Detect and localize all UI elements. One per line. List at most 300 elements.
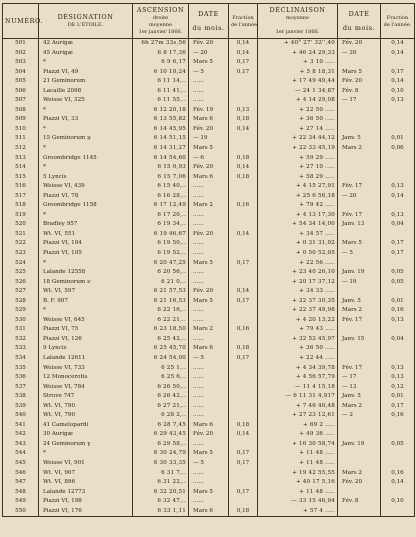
cell-fraction-dec: [381, 115, 415, 125]
cell-date-ra: Mars 5: [189, 450, 229, 460]
cell-fraction-dec: [381, 450, 415, 460]
cell-fraction-dec: 0,17: [381, 239, 415, 249]
cell-designation: *: [39, 163, 133, 173]
table-row: [3, 96, 415, 106]
cell-declination: + 36 50 .....: [258, 115, 338, 125]
cell-designation: Groombridge 1145: [39, 154, 133, 164]
cell-fraction-dec: 0,10: [381, 87, 415, 97]
cell-declination: + 5 8 18,31: [258, 68, 338, 78]
cell-number: 501: [3, 39, 39, 49]
cell-declination: + 49 36 .....: [258, 430, 338, 440]
cell-date-dec: Fév. 17: [338, 182, 381, 192]
cell-declination: + 79 43 .....: [258, 325, 338, 335]
cell-declination: + 58 29 .....: [258, 173, 338, 183]
cell-declination: + 11 48 .....: [258, 450, 338, 460]
cell-number: 536: [3, 373, 39, 383]
cell-right-ascension: 6 31 22,..: [133, 478, 189, 488]
cell-declination: + 40° 27' 32'',40: [258, 39, 338, 49]
cell-fraction-ra: [229, 96, 258, 106]
cell-date-ra: Fév. 20: [189, 39, 229, 49]
cell-right-ascension: 6 11 41,..: [133, 87, 189, 97]
cell-right-ascension: 6 30 33,35: [133, 459, 189, 469]
cell-date-dec: — 13: [338, 383, 381, 393]
cell-right-ascension: 6 25 45,70: [133, 345, 189, 355]
cell-right-ascension: 6 22 21,..: [133, 316, 189, 326]
cell-number: 509: [3, 115, 39, 125]
header-date-2: DATE du mois.: [338, 4, 381, 39]
cell-date-dec: [338, 154, 381, 164]
cell-fraction-ra: 0,14: [229, 287, 258, 297]
cell-right-ascension: 6 14 45,95: [133, 125, 189, 135]
cell-right-ascension: 6 9 6,17: [133, 58, 189, 68]
cell-right-ascension: 6 32 20,51: [133, 488, 189, 498]
cell-right-ascension: 6 20 56,..: [133, 268, 189, 278]
cell-right-ascension: 6 16 28,..: [133, 192, 189, 202]
cell-fraction-ra: [229, 392, 258, 402]
cell-designation: Lalande 12558: [39, 268, 133, 278]
cell-number: 524: [3, 259, 39, 269]
table-header-row: [3, 4, 415, 39]
cell-number: 518: [3, 201, 39, 211]
table-row: [3, 49, 415, 59]
table-row: [3, 392, 415, 402]
table-row: [3, 402, 415, 412]
table-row: [3, 469, 415, 479]
cell-fraction-dec: 0,13: [381, 364, 415, 374]
cell-fraction-dec: 0,14: [381, 478, 415, 488]
cell-fraction-ra: [229, 440, 258, 450]
cell-designation: *: [39, 106, 133, 116]
cell-date-dec: Fév. 8: [338, 497, 381, 507]
cell-number: 517: [3, 192, 39, 202]
cell-fraction-dec: [381, 173, 415, 183]
cell-date-ra: — 5: [189, 354, 229, 364]
table-row: [3, 134, 415, 144]
cell-designation: Piazzi VI, 104: [39, 239, 133, 249]
cell-number: 541: [3, 421, 39, 431]
table-row: [3, 430, 415, 440]
cell-date-ra: ......: [189, 87, 229, 97]
cell-date-ra: ......: [189, 316, 229, 326]
cell-right-ascension: 6h 27m 33s,56: [133, 39, 189, 49]
cell-fraction-ra: 0,18: [229, 173, 258, 183]
cell-fraction-dec: 0,17: [381, 402, 415, 412]
table-row: [3, 411, 415, 421]
table-row: [3, 211, 415, 221]
cell-number: 514: [3, 163, 39, 173]
cell-declination: + 17 49 49,44: [258, 77, 338, 87]
cell-date-dec: Mars 5: [338, 68, 381, 78]
header-number: NUMÉRO.: [3, 4, 39, 39]
table-row: [3, 345, 415, 355]
cell-number: 535: [3, 364, 39, 374]
cell-declination: + 4 13 17,30: [258, 211, 338, 221]
cell-date-dec: [338, 325, 381, 335]
cell-date-ra: — 20: [189, 49, 229, 59]
cell-declination: + 4 56 57,79: [258, 373, 338, 383]
cell-date-dec: Mars 2: [338, 144, 381, 154]
cell-date-dec: [338, 421, 381, 431]
cell-number: 537: [3, 383, 39, 393]
cell-fraction-ra: [229, 316, 258, 326]
cell-number: 511: [3, 134, 39, 144]
cell-declination: + 27 14 .....: [258, 125, 338, 135]
cell-date-ra: — 19: [189, 134, 229, 144]
cell-fraction-ra: [229, 220, 258, 230]
cell-right-ascension: 6 17 12,49: [133, 201, 189, 211]
cell-number: 505: [3, 77, 39, 87]
cell-fraction-dec: [381, 459, 415, 469]
cell-designation: Piazzi VI, 33: [39, 115, 133, 125]
table-row: [3, 373, 415, 383]
cell-designation: Groombridge 1158: [39, 201, 133, 211]
table-row: [3, 325, 415, 335]
cell-date-ra: ......: [189, 373, 229, 383]
cell-declination: + 32 52 45,97: [258, 335, 338, 345]
cell-right-ascension: 6 31 7,..: [133, 469, 189, 479]
cell-fraction-dec: [381, 230, 415, 240]
cell-designation: Lacaille 2098: [39, 87, 133, 97]
cell-date-dec: Janv. 13: [338, 220, 381, 230]
cell-date-dec: [338, 163, 381, 173]
cell-declination: + 11 48 .....: [258, 488, 338, 498]
cell-declination: + 0 31 31,02: [258, 239, 338, 249]
cell-date-dec: Mars 2: [338, 469, 381, 479]
cell-fraction-ra: [229, 249, 258, 259]
cell-number: 520: [3, 220, 39, 230]
cell-fraction-ra: [229, 469, 258, 479]
cell-fraction-dec: [381, 421, 415, 431]
cell-designation: *: [39, 125, 133, 135]
cell-right-ascension: 6 25 6,..: [133, 373, 189, 383]
cell-number: 507: [3, 96, 39, 106]
cell-designation: Weisse VI, 325: [39, 96, 133, 106]
cell-fraction-ra: 0,18: [229, 345, 258, 355]
cell-designation: Weisse VI, 901: [39, 459, 133, 469]
cell-fraction-ra: [229, 77, 258, 87]
cell-declination: + 22 37 30,35: [258, 297, 338, 307]
cell-declination: + 19 42 55,55: [258, 469, 338, 479]
cell-date-dec: Janv. 5: [338, 134, 381, 144]
table-row: [3, 173, 415, 183]
table-row: [3, 201, 415, 211]
table-row: [3, 239, 415, 249]
cell-date-dec: Fév. 17: [338, 364, 381, 374]
cell-fraction-ra: [229, 278, 258, 288]
cell-right-ascension: 6 26 50,..: [133, 383, 189, 393]
table-row: [3, 249, 415, 259]
cell-fraction-ra: [229, 373, 258, 383]
cell-number: 525: [3, 268, 39, 278]
cell-right-ascension: 6 13 55,82: [133, 115, 189, 125]
cell-designation: 12 Monocerotis: [39, 373, 133, 383]
cell-date-dec: Mars 2: [338, 402, 381, 412]
cell-date-dec: [338, 125, 381, 135]
table-row: [3, 354, 415, 364]
cell-date-ra: Mars 6: [189, 507, 229, 517]
cell-number: 548: [3, 488, 39, 498]
cell-right-ascension: 6 32 47,..: [133, 497, 189, 507]
cell-right-ascension: 6 15 7,06: [133, 173, 189, 183]
cell-date-dec: Janv. 5: [338, 297, 381, 307]
cell-declination: + 22 44 .....: [258, 354, 338, 364]
cell-declination: + 4 34 39,78: [258, 364, 338, 374]
table-row: [3, 364, 415, 374]
cell-fraction-ra: [229, 239, 258, 249]
cell-designation: Piazzi VI, 176: [39, 507, 133, 517]
cell-fraction-dec: 0,14: [381, 192, 415, 202]
cell-fraction-ra: 0,14: [229, 125, 258, 135]
cell-date-ra: Mars 6: [189, 115, 229, 125]
cell-number: 504: [3, 68, 39, 78]
cell-declination: + 27 23 12,61: [258, 411, 338, 421]
cell-fraction-dec: 0,13: [381, 211, 415, 221]
table-row: [3, 259, 415, 269]
cell-declination: + 36 50 .....: [258, 345, 338, 355]
cell-designation: Piazzi VI, 78: [39, 192, 133, 202]
cell-declination: + 40 17 5,16: [258, 478, 338, 488]
cell-designation: Lalande 12773: [39, 488, 133, 498]
cell-designation: Weisse VI, 784: [39, 383, 133, 393]
cell-number: 508: [3, 106, 39, 116]
cell-declination: — 6 11 31 4,917: [258, 392, 338, 402]
cell-fraction-ra: 0,17: [229, 459, 258, 469]
cell-designation: *: [39, 306, 133, 316]
cell-declination: + 7 46 40,48: [258, 402, 338, 412]
cell-fraction-ra: 0,17: [229, 58, 258, 68]
cell-declination: + 27 10 .....: [258, 163, 338, 173]
cell-right-ascension: 6 11 55,..: [133, 96, 189, 106]
cell-declination: + 22 34 44,12: [258, 134, 338, 144]
cell-fraction-dec: 0,13: [381, 96, 415, 106]
cell-date-dec: Janv. 19: [338, 440, 381, 450]
header-fraction-1: Fraction de l'année.: [229, 4, 258, 39]
cell-number: 523: [3, 249, 39, 259]
cell-designation: B. F. 907: [39, 297, 133, 307]
cell-fraction-ra: [229, 411, 258, 421]
cell-fraction-dec: 0,16: [381, 469, 415, 479]
cell-fraction-ra: 0,18: [229, 154, 258, 164]
table-row: [3, 77, 415, 87]
cell-right-ascension: 6 14 31,27: [133, 144, 189, 154]
cell-number: 527: [3, 287, 39, 297]
cell-right-ascension: 6 11 14,..: [133, 77, 189, 87]
cell-date-ra: ......: [189, 268, 229, 278]
cell-fraction-dec: [381, 507, 415, 517]
cell-number: 545: [3, 459, 39, 469]
cell-designation: *: [39, 211, 133, 221]
cell-number: 519: [3, 211, 39, 221]
cell-date-dec: [338, 173, 381, 183]
cell-number: 503: [3, 58, 39, 68]
table-row: [3, 488, 415, 498]
table-row: [3, 115, 415, 125]
cell-declination: + 34 57 .....: [258, 230, 338, 240]
cell-date-dec: Fév. 20: [338, 77, 381, 87]
cell-date-dec: — 5: [338, 249, 381, 259]
cell-number: 538: [3, 392, 39, 402]
cell-right-ascension: 6 30 24,79: [133, 450, 189, 460]
cell-fraction-dec: [381, 354, 415, 364]
cell-date-ra: Mars 6: [189, 345, 229, 355]
cell-number: 542: [3, 430, 39, 440]
cell-fraction-ra: [229, 268, 258, 278]
table-row: [3, 297, 415, 307]
cell-right-ascension: 6 25 42,..: [133, 335, 189, 345]
cell-declination: + 22 33 45,19: [258, 144, 338, 154]
cell-date-ra: ......: [189, 220, 229, 230]
table-row: [3, 192, 415, 202]
cell-right-ascension: 6 29 43,45: [133, 430, 189, 440]
cell-fraction-dec: 0,01: [381, 392, 415, 402]
cell-fraction-ra: [229, 87, 258, 97]
cell-number: 528: [3, 297, 39, 307]
cell-fraction-ra: 0,17: [229, 488, 258, 498]
cell-designation: Piazzi VI, 105: [39, 249, 133, 259]
cell-fraction-ra: 0,14: [229, 230, 258, 240]
cell-right-ascension: 6 12 20,18: [133, 106, 189, 116]
cell-declination: — 24 1 34,87: [258, 87, 338, 97]
header-designation: DÉSIGNATION DE L'ÉTOILE.: [39, 4, 133, 39]
table-row: [3, 450, 415, 460]
cell-number: 521: [3, 230, 39, 240]
cell-declination: + 22 50 .....: [258, 106, 338, 116]
cell-fraction-ra: [229, 402, 258, 412]
cell-designation: Weisse VI, 439: [39, 182, 133, 192]
cell-fraction-ra: [229, 478, 258, 488]
cell-fraction-ra: 0,18: [229, 115, 258, 125]
cell-declination: + 23 40 26,10: [258, 268, 338, 278]
cell-fraction-ra: 0,14: [229, 39, 258, 49]
cell-fraction-ra: [229, 335, 258, 345]
cell-number: 543: [3, 440, 39, 450]
cell-declination: + 57 4 .....: [258, 507, 338, 517]
cell-date-dec: [338, 507, 381, 517]
table-row: [3, 39, 415, 49]
cell-fraction-ra: 0,17: [229, 450, 258, 460]
cell-date-dec: Fév. 8: [338, 87, 381, 97]
table-row: [3, 106, 415, 116]
header-ascension: ASCENSION droite moyenne 1er janvier 1866.: [133, 4, 189, 39]
cell-declination: + 69 2 .....: [258, 421, 338, 431]
cell-right-ascension: 6 25 1,..: [133, 364, 189, 374]
cell-declination: + 16 30 58,74: [258, 440, 338, 450]
cell-right-ascension: 6 17 20,..: [133, 211, 189, 221]
table-row: [3, 182, 415, 192]
cell-fraction-ra: [229, 364, 258, 374]
cell-date-ra: Mars 2: [189, 325, 229, 335]
cell-number: 539: [3, 402, 39, 412]
cell-right-ascension: 6 28 7,45: [133, 421, 189, 431]
cell-fraction-ra: 0,16: [229, 201, 258, 211]
cell-date-dec: — 17: [338, 96, 381, 106]
cell-fraction-dec: [381, 430, 415, 440]
cell-number: 512: [3, 144, 39, 154]
cell-designation: Weisse VI, 645: [39, 316, 133, 326]
cell-date-ra: ......: [189, 192, 229, 202]
cell-fraction-ra: 0,17: [229, 259, 258, 269]
cell-date-dec: [338, 345, 381, 355]
cell-fraction-dec: 0,17: [381, 249, 415, 259]
cell-date-ra: Mars 5: [189, 144, 229, 154]
cell-designation: Weisse VI, 733: [39, 364, 133, 374]
cell-right-ascension: 6 15 0,93: [133, 163, 189, 173]
cell-number: 546: [3, 469, 39, 479]
cell-right-ascension: 6 21 57,53: [133, 287, 189, 297]
table-row: [3, 163, 415, 173]
cell-date-ra: Mars 5: [189, 58, 229, 68]
cell-number: 515: [3, 173, 39, 183]
cell-declination: + 46 24 29,33: [258, 49, 338, 59]
cell-date-dec: Fév. 17: [338, 211, 381, 221]
cell-date-ra: ......: [189, 77, 229, 87]
table-row: [3, 306, 415, 316]
cell-date-ra: Fév. 19: [189, 106, 229, 116]
table-row: [3, 87, 415, 97]
cell-date-ra: Fév. 20: [189, 430, 229, 440]
cell-declination: — 33 15 46,94: [258, 497, 338, 507]
cell-designation: Wt. VI, 790: [39, 402, 133, 412]
cell-number: 547: [3, 478, 39, 488]
cell-designation: 5 Lyncis: [39, 173, 133, 183]
cell-date-ra: ......: [189, 411, 229, 421]
cell-declination: — 11 4 15,18: [258, 383, 338, 393]
cell-date-dec: — 20: [338, 192, 381, 202]
cell-number: 544: [3, 450, 39, 460]
cell-fraction-ra: 0,16: [229, 325, 258, 335]
cell-fraction-dec: [381, 287, 415, 297]
cell-date-ra: Fév. 20: [189, 125, 229, 135]
cell-fraction-dec: 0,14: [381, 77, 415, 87]
cell-number: 516: [3, 182, 39, 192]
cell-right-ascension: 6 14 54,60: [133, 154, 189, 164]
cell-date-dec: Mars 5: [338, 239, 381, 249]
cell-designation: Bradley 957: [39, 220, 133, 230]
cell-designation: Struve 747: [39, 392, 133, 402]
cell-fraction-ra: 0,14: [229, 49, 258, 59]
cell-right-ascension: 6 26 42,..: [133, 392, 189, 402]
cell-date-dec: Mars 2: [338, 306, 381, 316]
cell-date-ra: ......: [189, 402, 229, 412]
cell-fraction-dec: 0,04: [381, 335, 415, 345]
cell-date-ra: Mars 5: [189, 259, 229, 269]
cell-date-dec: Fév. 17: [338, 316, 381, 326]
cell-date-ra: Mars 5: [189, 488, 229, 498]
cell-designation: Wt. VI, 551: [39, 230, 133, 240]
cell-declination: + 79 42 .....: [258, 201, 338, 211]
cell-designation: Piazzi VI, 75: [39, 325, 133, 335]
cell-designation: 18 Geminorum ν: [39, 278, 133, 288]
cell-date-ra: ......: [189, 478, 229, 488]
header-date-1: DATE du mois.: [189, 4, 229, 39]
cell-fraction-dec: 0,16: [381, 306, 415, 316]
cell-number: 502: [3, 49, 39, 59]
cell-declination: + 59 29 .....: [258, 154, 338, 164]
cell-declination: + 20 17 37,12: [258, 278, 338, 288]
cell-fraction-dec: [381, 259, 415, 269]
cell-right-ascension: 6 20 47,25: [133, 259, 189, 269]
cell-date-dec: [338, 488, 381, 498]
cell-designation: Wt. VI, 907: [39, 469, 133, 479]
cell-date-dec: Janv. 5: [338, 392, 381, 402]
cell-fraction-dec: [381, 201, 415, 211]
cell-date-ra: Mars 6: [189, 421, 229, 431]
cell-designation: *: [39, 259, 133, 269]
cell-fraction-dec: [381, 125, 415, 135]
cell-number: 506: [3, 87, 39, 97]
cell-designation: 9 Lyncis: [39, 345, 133, 355]
cell-date-ra: ......: [189, 278, 229, 288]
